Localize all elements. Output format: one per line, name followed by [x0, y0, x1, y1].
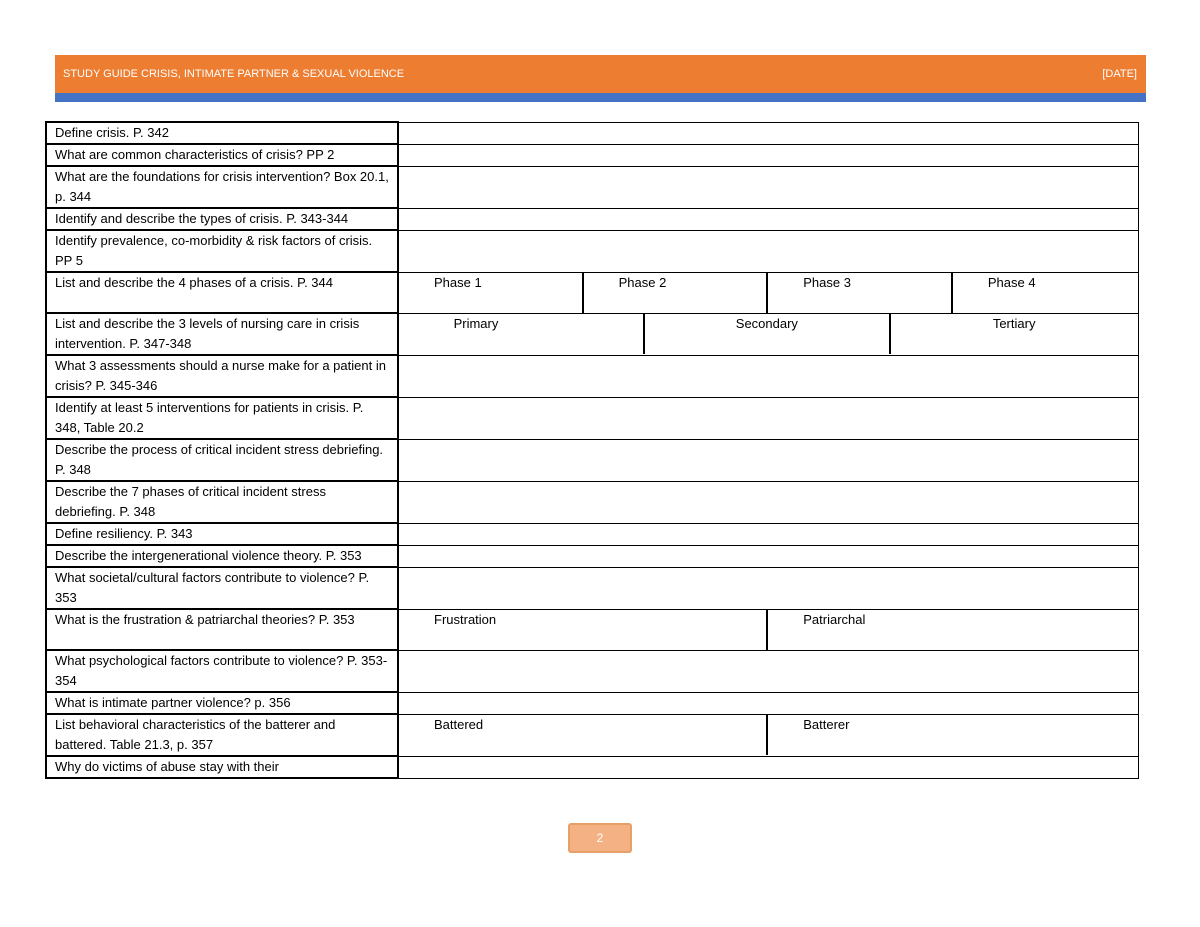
phase-subgrid [399, 273, 1138, 313]
phase-4-cell[interactable]: Phase 4 [987, 274, 1036, 290]
question-cell: List and describe the 4 phases of a crisis. P. 344 [46, 272, 398, 313]
battered-cell[interactable]: Battered [399, 715, 768, 755]
table-row [46, 545, 1138, 567]
table-row [46, 144, 1138, 166]
answer-cell[interactable] [398, 122, 1138, 144]
table-row [46, 122, 1138, 144]
question-cell: What is the frustration & patriarchal theories? P. 353 [46, 609, 398, 650]
question-cell: What are common characteristics of crisis? PP 2 [46, 144, 398, 166]
answer-cell[interactable] [398, 355, 1138, 397]
answer-cell[interactable] [398, 166, 1138, 208]
question-cell: Describe the 7 phases of critical incident stress debriefing. P. 348 [46, 481, 398, 523]
answer-cell [398, 313, 1138, 355]
question-cell: Identify and describe the types of crisis. P. 343-344 [46, 208, 398, 230]
phase-2-cell[interactable]: Phase 2 [584, 273, 769, 313]
question-cell: Why do victims of abuse stay with their [46, 756, 398, 778]
question-cell: Define crisis. P. 342 [46, 122, 398, 144]
question-cell: What are the foundations for crisis intervention? Box 20.1, p. 344 [46, 166, 398, 208]
table-row [46, 439, 1138, 481]
phase-3-cell[interactable]: Phase 3 [768, 273, 953, 313]
patriarchal-cell[interactable]: Patriarchal [803, 611, 866, 627]
question-cell: Describe the process of critical incident stress debriefing. P. 348 [46, 439, 398, 481]
table-row [46, 208, 1138, 230]
answer-cell[interactable] [398, 230, 1138, 272]
table-row [46, 609, 1138, 650]
answer-cell[interactable] [398, 567, 1138, 609]
question-cell: Describe the intergenerational violence theory. P. 353 [46, 545, 398, 567]
tertiary-cell[interactable]: Tertiary [992, 315, 1036, 331]
table-row [46, 650, 1138, 692]
page-header [55, 55, 1146, 93]
table-row [46, 166, 1138, 208]
answer-cell[interactable] [398, 756, 1138, 778]
answer-cell[interactable] [398, 523, 1138, 545]
table-row [46, 756, 1138, 778]
table-row [46, 355, 1138, 397]
table-row [46, 397, 1138, 439]
phase-1-cell[interactable]: Phase 1 [399, 273, 584, 313]
header-accent-bar [55, 93, 1146, 102]
table-row [46, 567, 1138, 609]
study-guide-table [45, 121, 1139, 779]
table-row [46, 714, 1138, 756]
behavior-subgrid [399, 715, 1138, 755]
table-row [46, 523, 1138, 545]
answer-cell [398, 714, 1138, 756]
table-row [46, 230, 1138, 272]
secondary-cell[interactable]: Secondary [645, 314, 891, 354]
document-title: STUDY GUIDE CRISIS, INTIMATE PARTNER & SEXUAL VIOLENCE [63, 68, 405, 80]
question-cell: Identify prevalence, co-morbidity & risk factors of crisis. PP 5 [46, 230, 398, 272]
table-row [46, 272, 1138, 313]
question-cell: Identify at least 5 interventions for patients in crisis. P. 348, Table 20.2 [46, 397, 398, 439]
care-level-subgrid [399, 314, 1138, 354]
frustration-cell[interactable]: Frustration [399, 610, 768, 650]
answer-cell[interactable] [398, 397, 1138, 439]
table-row [46, 481, 1138, 523]
primary-cell[interactable]: Primary [399, 314, 645, 354]
batterer-cell[interactable]: Batterer [803, 716, 850, 732]
theory-subgrid [399, 610, 1138, 650]
question-cell: What societal/cultural factors contribute to violence? P. 353 [46, 567, 398, 609]
answer-cell[interactable] [398, 439, 1138, 481]
question-cell: What is intimate partner violence? p. 356 [46, 692, 398, 714]
answer-cell [398, 609, 1138, 650]
table-row [46, 313, 1138, 355]
question-cell: Define resiliency. P. 343 [46, 523, 398, 545]
question-cell: List and describe the 3 levels of nursing care in crisis intervention. P. 347-348 [46, 313, 398, 355]
answer-cell[interactable] [398, 650, 1138, 692]
answer-cell[interactable] [398, 481, 1138, 523]
answer-cell[interactable] [398, 545, 1138, 567]
header-date: [DATE] [1102, 68, 1137, 80]
question-cell: What psychological factors contribute to violence? P. 353-354 [46, 650, 398, 692]
answer-cell [398, 272, 1138, 313]
answer-cell[interactable] [398, 144, 1138, 166]
answer-cell[interactable] [398, 208, 1138, 230]
table-row [46, 692, 1138, 714]
question-cell: List behavioral characteristics of the batterer and battered. Table 21.3, p. 357 [46, 714, 398, 756]
page-number-badge: 2 [568, 823, 632, 853]
answer-cell[interactable] [398, 692, 1138, 714]
question-cell: What 3 assessments should a nurse make for a patient in crisis? P. 345-346 [46, 355, 398, 397]
